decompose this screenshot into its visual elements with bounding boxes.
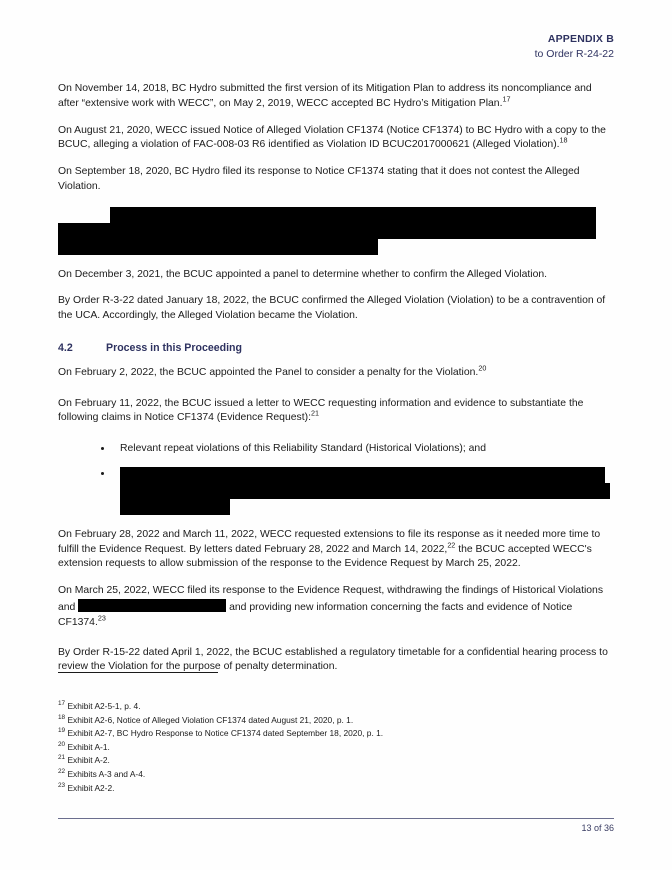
paragraph-bchydro-response bbox=[58, 165, 614, 195]
page-number-label: 13 of 36 bbox=[581, 823, 614, 833]
footnote-text: Exhibit A-1. bbox=[67, 741, 110, 752]
footnote-marker: 18 bbox=[58, 713, 66, 721]
header-appendix-label: APPENDIX B bbox=[547, 33, 614, 45]
paragraph-text: On August 21, 2020, WECC issued Notice of Alleged Violation CF1374 (Notice CF1374) to BC Hydro with a copy to the BCUC, alleging a violation of FAC-008-03 R6 identified as Violation ID BCUC2017000621 (Alleged Violation). bbox=[58, 124, 606, 151]
footnote-ref-17[interactable]: 17 bbox=[502, 94, 511, 104]
paragraph-text: On November 14, 2018, BC Hydro submitted the first version of its Mitigation Plan to address its noncompliance and after “extensive work with WECC”, on May 2, 2019, WECC accepted BC Hydro’s Mitigation Plan. bbox=[58, 83, 592, 109]
footnote-text: Exhibit A-2. bbox=[67, 755, 110, 766]
footnote-marker: 23 bbox=[58, 781, 66, 789]
list-item-label: Relevant repeat violations of this Reliability Standard (Historical Violations); and bbox=[120, 443, 486, 455]
paragraph-evidence-request bbox=[58, 397, 614, 427]
footnote-item bbox=[58, 741, 614, 755]
footnote-item bbox=[58, 782, 614, 796]
footnote-text: Exhibit A2-5-1, p. 4. bbox=[67, 701, 141, 711]
paragraph-wecc-filed-response bbox=[58, 584, 614, 630]
paragraph-text: On February 28, 2022 and March 11, 2022, WECC requested extensions to file its response as it needed more time to fulfill the Evidence Request. By letters dated February 28, 2022 and March 14, 2022, bbox=[58, 528, 601, 555]
list-item bbox=[58, 467, 614, 515]
section-title: Process in this Proceeding bbox=[106, 341, 242, 354]
redaction-bar bbox=[58, 223, 596, 239]
redaction-block-response bbox=[58, 207, 614, 255]
footnote-item bbox=[58, 727, 614, 741]
footer-separator bbox=[58, 818, 614, 819]
paragraph-text: By Order R-15-22 dated April 1, 2022, the BCUC established a regulatory timetable for a confidential hearing process to review the Violation for the purpose of penalty determination. bbox=[58, 646, 608, 673]
redaction-bar bbox=[58, 239, 378, 255]
paragraph-text-cont: the BCUC accepted WECC's extension requests to allow submission of the response to the Evidence Request by March 25, 2022. bbox=[58, 543, 592, 570]
footnote-separator bbox=[58, 672, 218, 673]
footnote-marker: 22 bbox=[58, 768, 66, 776]
footnote-item bbox=[58, 714, 614, 728]
footnote-text: Exhibit A2-6, Notice of Alleged Violation CF1374 dated August 21, 2020, p. 1. bbox=[67, 714, 354, 725]
footnote-text: Exhibits A-3 and A-4. bbox=[67, 769, 146, 780]
paragraph-text: On February 2, 2022, the BCUC appointed the Panel to consider a penalty for the Violation. bbox=[58, 366, 479, 378]
paragraph-text-cont: and providing new information concerning the facts and evidence of Notice CF1374. bbox=[58, 602, 573, 628]
paragraph-mitigation-plan bbox=[58, 82, 614, 112]
paragraph-order-r3-22 bbox=[58, 294, 614, 324]
footnote-ref-21[interactable]: 21 bbox=[310, 408, 319, 418]
footnote-marker: 19 bbox=[58, 727, 66, 735]
footnote-ref-18[interactable]: 18 bbox=[559, 135, 568, 145]
paragraph-extensions bbox=[58, 528, 614, 572]
paragraph-panel-appointed bbox=[58, 268, 614, 283]
redaction-bar bbox=[120, 499, 230, 515]
paragraph-order-r15-22 bbox=[58, 646, 614, 676]
redaction-bar-inline bbox=[78, 599, 226, 612]
footnote-marker: 21 bbox=[58, 754, 66, 762]
page-header bbox=[535, 32, 614, 62]
paragraph-panel-penalty bbox=[58, 363, 614, 381]
paragraph-text: On September 18, 2020, BC Hydro filed its response to Notice CF1374 stating that it does not contest the Alleged Violation. bbox=[58, 166, 580, 192]
footnote-ref-22[interactable]: 22 bbox=[447, 540, 456, 550]
paragraph-text: By Order R-3-22 dated January 18, 2022, the BCUC confirmed the Alleged Violation (Violation) to be a contravention of the UCA. Accordingly, the Alleged Violation became the Violation. bbox=[58, 295, 606, 322]
paragraph-text: On December 3, 2021, the BCUC appointed a panel to determine whether to confirm the Alleged Violation. bbox=[58, 268, 548, 280]
footnote-item bbox=[58, 700, 614, 714]
evidence-request-bullet-list bbox=[58, 442, 614, 515]
bullet-dot-icon bbox=[101, 472, 104, 475]
footnote-marker: 20 bbox=[58, 741, 66, 749]
redaction-bar bbox=[110, 207, 596, 223]
redaction-block-bullet bbox=[120, 467, 614, 515]
footnote-item bbox=[58, 754, 614, 768]
list-item bbox=[58, 442, 614, 457]
footnote-text: Exhibit A2-7, BC Hydro Response to Notice CF1374 dated September 18, 2020, p. 1. bbox=[67, 728, 384, 739]
header-order-reference: to Order R-24-22 bbox=[534, 48, 614, 61]
footnote-text: Exhibit A2-2. bbox=[67, 782, 115, 793]
paragraph-text: On March 25, 2022, WECC filed its response to the Evidence Request, withdrawing the findings of Historical Violations and bbox=[58, 585, 604, 614]
paragraph-text: On February 11, 2022, the BCUC issued a letter to WECC requesting information and evidence to substantiate the following claims in Notice CF1374 (Evidence Request): bbox=[58, 397, 584, 424]
document-body bbox=[58, 82, 614, 687]
paragraph-notice-alleged-violation bbox=[58, 124, 614, 154]
footnote-item bbox=[58, 768, 614, 782]
footnote-ref-23[interactable]: 23 bbox=[97, 613, 106, 623]
section-number: 4.2 bbox=[58, 341, 73, 354]
section-heading-4-2 bbox=[58, 342, 614, 354]
footnote-list bbox=[58, 700, 614, 795]
redaction-bar bbox=[120, 467, 605, 483]
footnote-marker: 17 bbox=[58, 700, 66, 708]
redaction-bar bbox=[120, 483, 610, 499]
bullet-dot-icon bbox=[101, 447, 104, 450]
footnote-ref-20[interactable]: 20 bbox=[478, 363, 487, 373]
